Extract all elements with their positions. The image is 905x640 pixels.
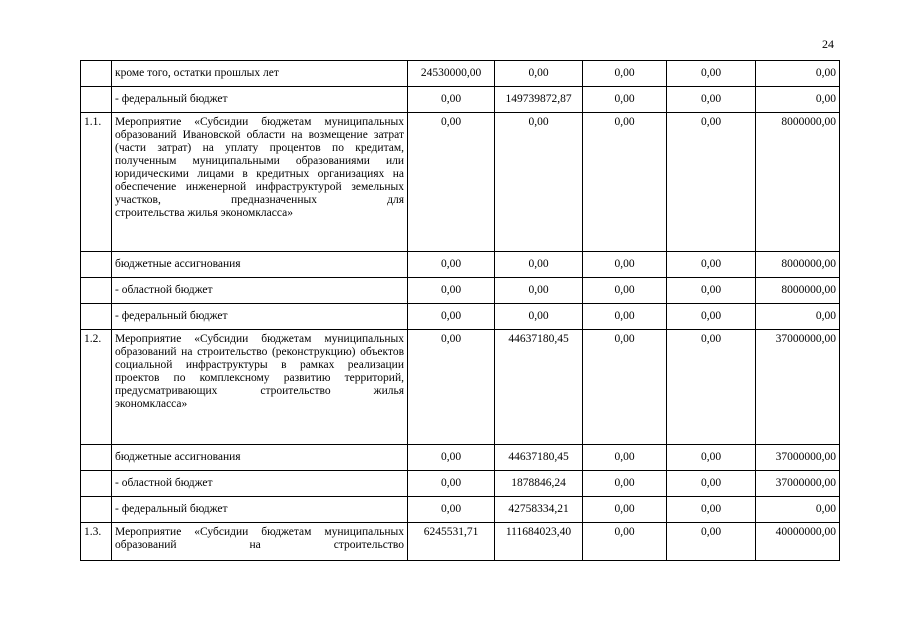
value-cell: 6245531,71	[408, 523, 495, 561]
value-cell: 0,00	[667, 252, 756, 278]
row-index	[81, 61, 112, 87]
value-cell: 0,00	[408, 113, 495, 252]
value-cell: 0,00	[667, 497, 756, 523]
value-cell: 0,00	[667, 87, 756, 113]
value-cell: 44637180,45	[495, 445, 583, 471]
value-cell: 44637180,45	[495, 330, 583, 445]
value-cell: 37000000,00	[756, 445, 840, 471]
table-row	[81, 278, 840, 304]
value-cell: 0,00	[583, 471, 667, 497]
row-index	[81, 471, 112, 497]
value-cell: 0,00	[756, 304, 840, 330]
row-index	[81, 252, 112, 278]
value-cell: 0,00	[408, 497, 495, 523]
row-label-end: строительства жилья экономкласса»	[115, 207, 293, 219]
table-row	[81, 304, 840, 330]
table-row	[81, 330, 840, 445]
row-label: бюджетные ассигнования	[112, 252, 408, 278]
value-cell: 42758334,21	[495, 497, 583, 523]
value-cell: 0,00	[408, 330, 495, 445]
value-cell: 0,00	[583, 304, 667, 330]
table-row	[81, 61, 840, 87]
row-label: - федеральный бюджет	[112, 87, 408, 113]
value-cell: 0,00	[667, 304, 756, 330]
value-cell: 40000000,00	[756, 523, 840, 561]
page-number: 24	[822, 37, 834, 51]
table-body	[81, 61, 840, 561]
row-label: Мероприятие «Субсидии бюджетам муниципальных образований на строительство	[115, 526, 404, 551]
value-cell: 0,00	[495, 278, 583, 304]
row-label: - областной бюджет	[112, 278, 408, 304]
value-cell: 0,00	[408, 304, 495, 330]
value-cell: 0,00	[667, 523, 756, 561]
value-cell: 0,00	[756, 61, 840, 87]
table-row	[81, 497, 840, 523]
row-label: Мероприятие «Субсидии бюджетам муниципальных образований Ивановской области на возмещение затрат (части затрат) на уплату процентов по кредитам, полученным муниципальными образованиями или юридическими лицами в кредитных организациях на обеспечение инженерной инфраструктурой земельных участков, предназначенных для	[115, 116, 404, 206]
value-cell: 0,00	[667, 278, 756, 304]
value-cell: 0,00	[495, 252, 583, 278]
value-cell: 0,00	[583, 445, 667, 471]
row-index: 1.3.	[81, 523, 112, 561]
value-cell: 0,00	[667, 330, 756, 445]
table-row	[81, 87, 840, 113]
value-cell: 0,00	[583, 523, 667, 561]
value-cell: 0,00	[667, 471, 756, 497]
row-label: - федеральный бюджет	[112, 497, 408, 523]
value-cell: 0,00	[408, 278, 495, 304]
value-cell: 8000000,00	[756, 278, 840, 304]
value-cell: 149739872,87	[495, 87, 583, 113]
value-cell: 0,00	[408, 87, 495, 113]
row-label: бюджетные ассигнования	[112, 445, 408, 471]
row-index	[81, 497, 112, 523]
row-index	[81, 278, 112, 304]
value-cell: 0,00	[667, 113, 756, 252]
value-cell: 0,00	[583, 61, 667, 87]
value-cell: 0,00	[495, 113, 583, 252]
value-cell: 0,00	[408, 471, 495, 497]
value-cell: 0,00	[583, 252, 667, 278]
value-cell: 8000000,00	[756, 113, 840, 252]
value-cell: 111684023,40	[495, 523, 583, 561]
value-cell: 0,00	[583, 113, 667, 252]
value-cell: 37000000,00	[756, 471, 840, 497]
row-description	[112, 113, 408, 252]
value-cell: 0,00	[495, 61, 583, 87]
value-cell: 0,00	[667, 61, 756, 87]
row-label: Мероприятие «Субсидии бюджетам муниципальных образований на строительство (реконструкцию) объектов социальной инфраструктуры в рамках реализации проектов по комплексному развитию территорий, предусматривающих строительство жилья	[115, 333, 404, 397]
row-index: 1.1.	[81, 113, 112, 252]
value-cell: 0,00	[756, 497, 840, 523]
value-cell: 0,00	[408, 252, 495, 278]
table-row	[81, 252, 840, 278]
table-row	[81, 471, 840, 497]
value-cell: 1878846,24	[495, 471, 583, 497]
budget-table	[80, 60, 840, 561]
table-row	[81, 523, 840, 561]
value-cell: 0,00	[583, 330, 667, 445]
table-row	[81, 445, 840, 471]
row-description	[112, 330, 408, 445]
row-index: 1.2.	[81, 330, 112, 445]
row-index	[81, 87, 112, 113]
value-cell: 8000000,00	[756, 252, 840, 278]
value-cell: 0,00	[756, 87, 840, 113]
row-label-end: экономкласса»	[115, 398, 188, 410]
value-cell: 24530000,00	[408, 61, 495, 87]
value-cell: 0,00	[667, 445, 756, 471]
row-index	[81, 304, 112, 330]
row-label: кроме того, остатки прошлых лет	[112, 61, 408, 87]
value-cell: 0,00	[408, 445, 495, 471]
value-cell: 0,00	[583, 497, 667, 523]
value-cell: 37000000,00	[756, 330, 840, 445]
table-row	[81, 113, 840, 252]
row-index	[81, 445, 112, 471]
value-cell: 0,00	[583, 87, 667, 113]
row-label: - областной бюджет	[112, 471, 408, 497]
value-cell: 0,00	[583, 278, 667, 304]
row-description	[112, 523, 408, 561]
value-cell: 0,00	[495, 304, 583, 330]
row-label: - федеральный бюджет	[112, 304, 408, 330]
